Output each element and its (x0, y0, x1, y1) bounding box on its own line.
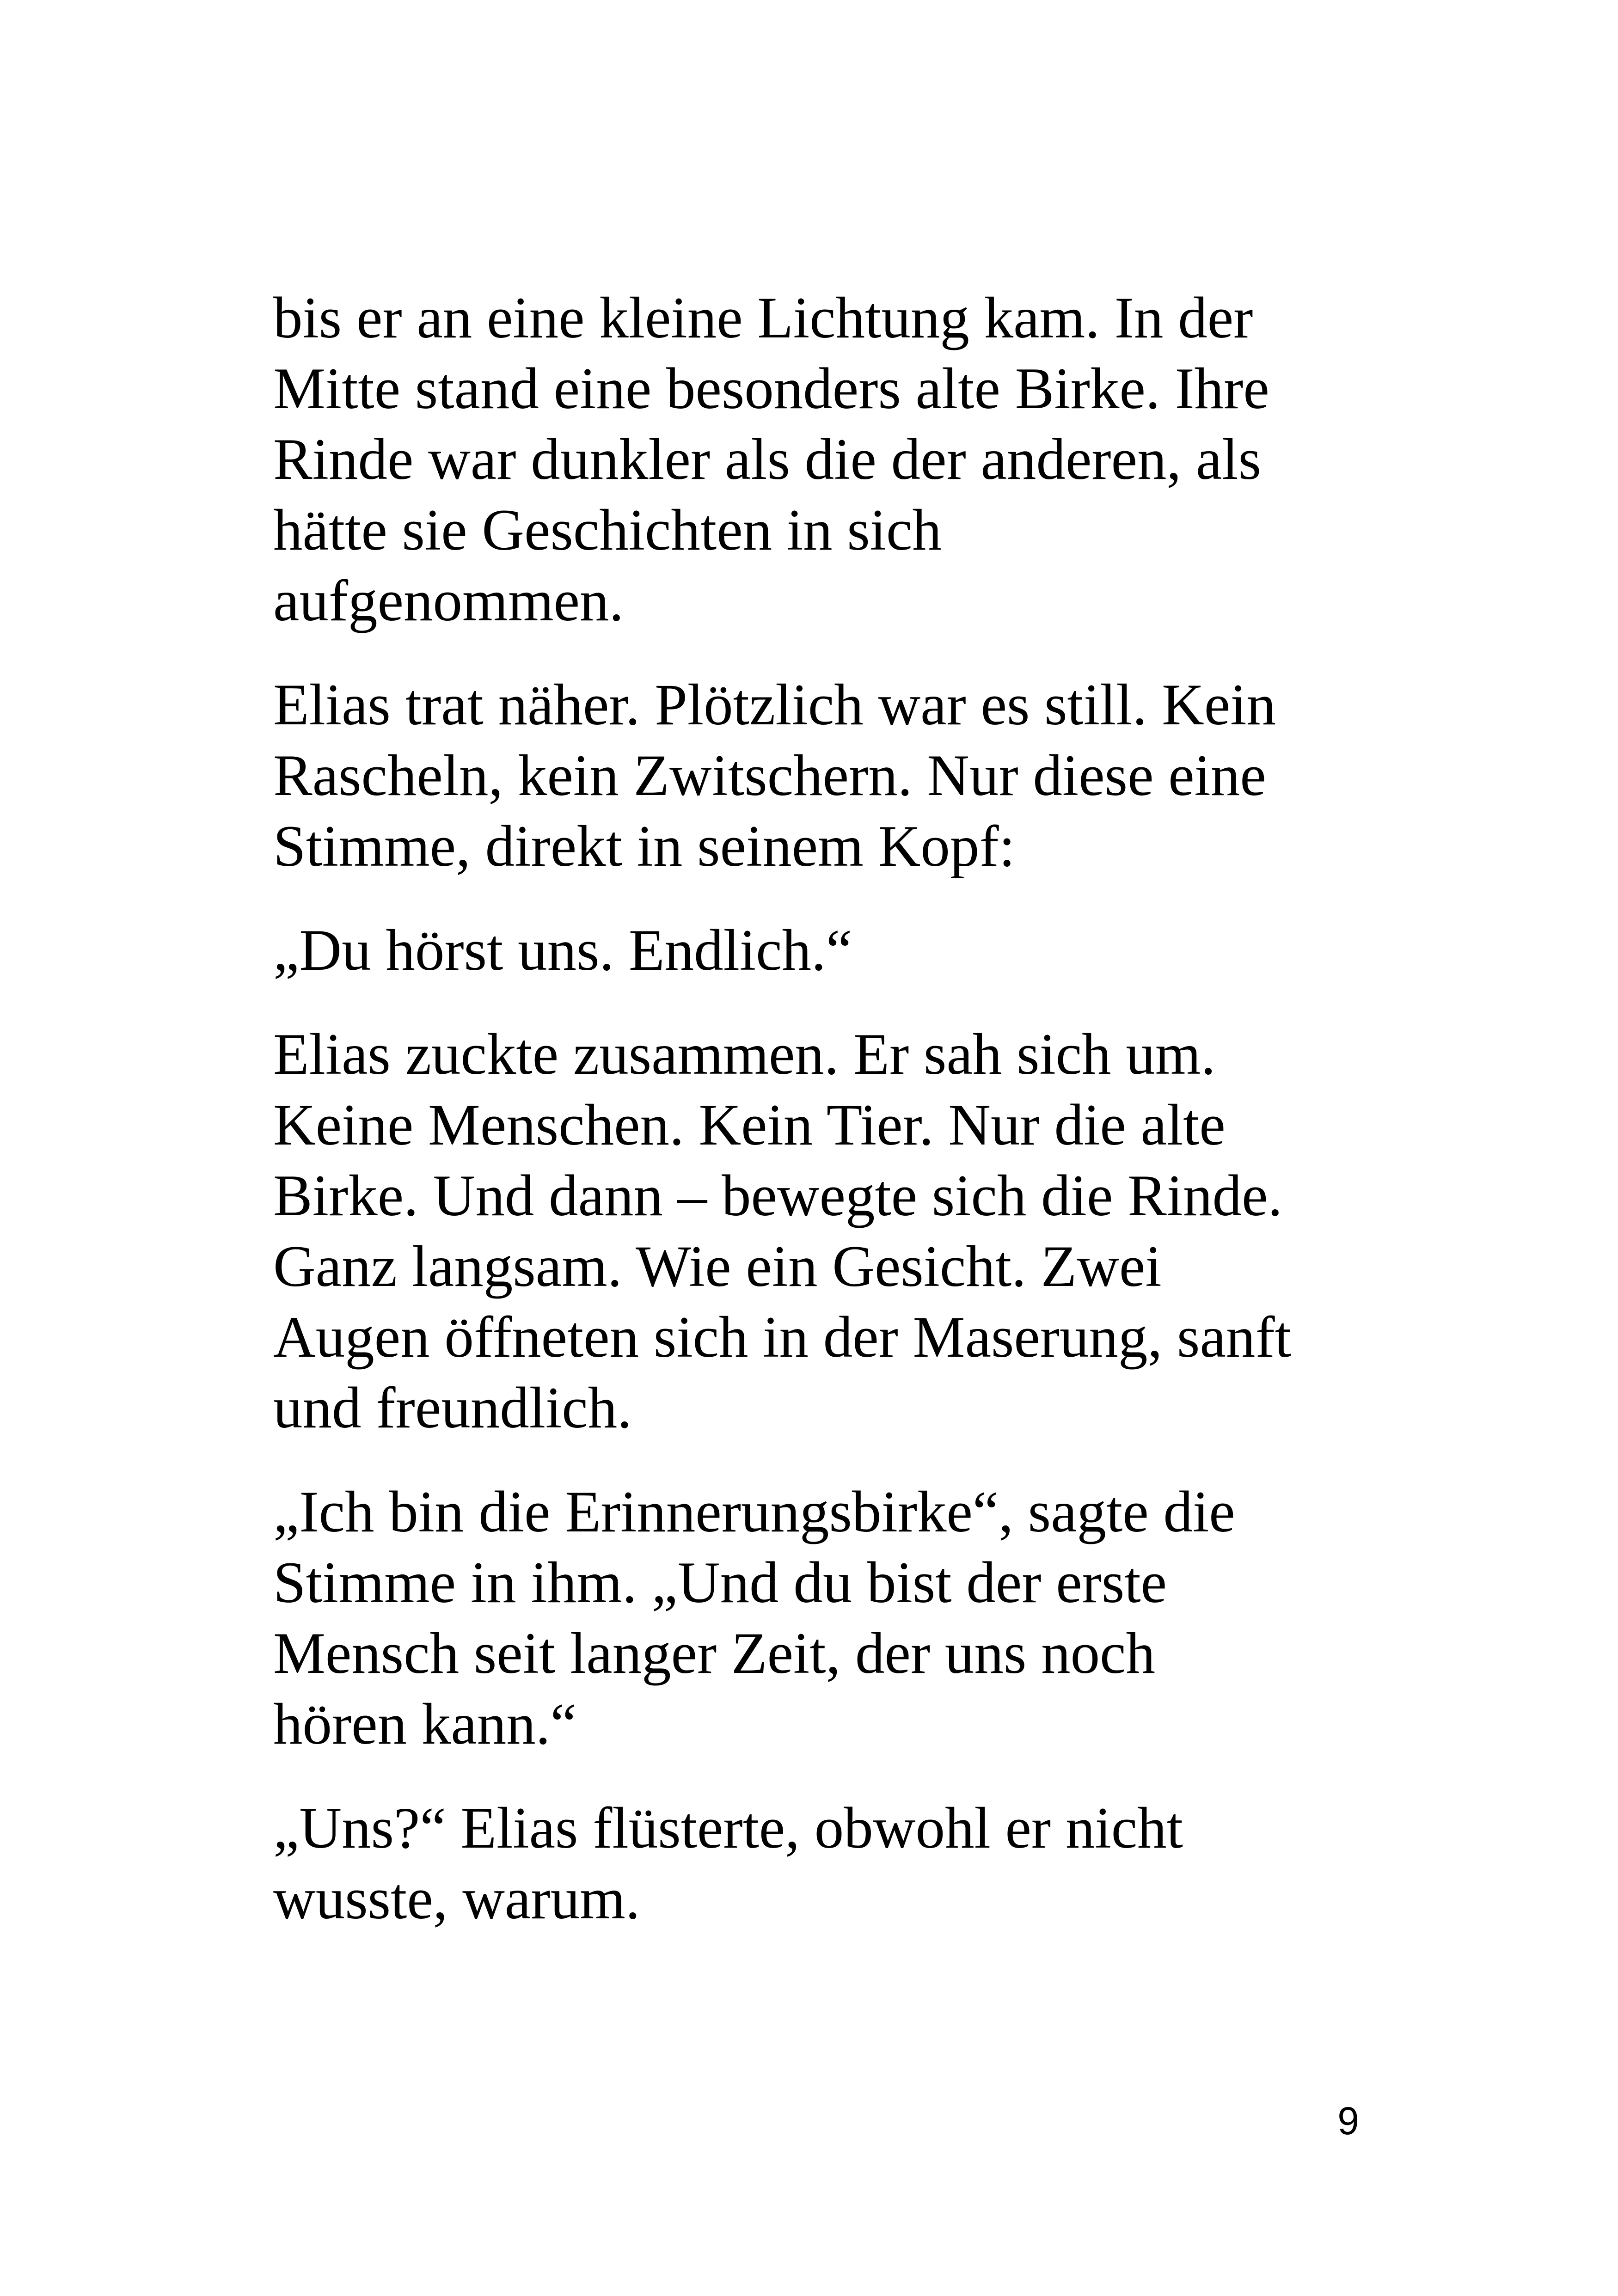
text-line: hätte sie Geschichten in sich (273, 498, 942, 563)
text-line: wusste, warum. (273, 1867, 640, 1931)
text-line: bis er an eine kleine Lichtung kam. In der (273, 286, 1253, 350)
text-line: Keine Menschen. Kein Tier. Nur die alte (273, 1093, 1226, 1157)
story-text (273, 283, 1392, 1968)
text-line: und freundlich. (273, 1376, 632, 1440)
paragraph-4 (273, 1019, 1392, 1444)
text-line: Elias zuckte zusammen. Er sah sich um. (273, 1022, 1216, 1087)
text-line: Ganz langsam. Wie ein Gesicht. Zwei (273, 1234, 1162, 1299)
page-number: 9 (1337, 2099, 1359, 2143)
text-line: „Du hörst uns. Endlich.“ (273, 918, 852, 983)
text-line: Mitte stand eine besonders alte Birke. Ihre (273, 356, 1269, 421)
text-line: „Ich bin die Erinnerungsbirke“, sagte die (273, 1480, 1235, 1544)
text-line: aufgenommen. (273, 569, 624, 633)
text-line: Stimme in ihm. „Und du bist der erste (273, 1550, 1167, 1615)
paragraph-5 (273, 1477, 1392, 1760)
text-line: Elias trat näher. Plötzlich war es still. Kein (273, 673, 1276, 737)
text-line: Stimme, direkt in seinem Kopf: (273, 814, 1015, 879)
text-line: Augen öffneten sich in der Maserung, sanft (273, 1305, 1291, 1370)
text-line: Birke. Und dann – bewegte sich die Rinde. (273, 1163, 1283, 1228)
text-line: Mensch seit langer Zeit, der uns noch (273, 1621, 1155, 1686)
paragraph-2 (273, 670, 1392, 882)
text-line: Rinde war dunkler als die der anderen, als (273, 427, 1262, 492)
text-line: Rascheln, kein Zwitschern. Nur diese eine (273, 743, 1266, 808)
text-line: „Uns?“ Elias flüsterte, obwohl er nicht (273, 1796, 1183, 1861)
paragraph-1 (273, 283, 1392, 637)
text-line: hören kann.“ (273, 1692, 576, 1757)
paragraph-3 (273, 915, 1392, 986)
paragraph-6 (273, 1793, 1392, 1935)
